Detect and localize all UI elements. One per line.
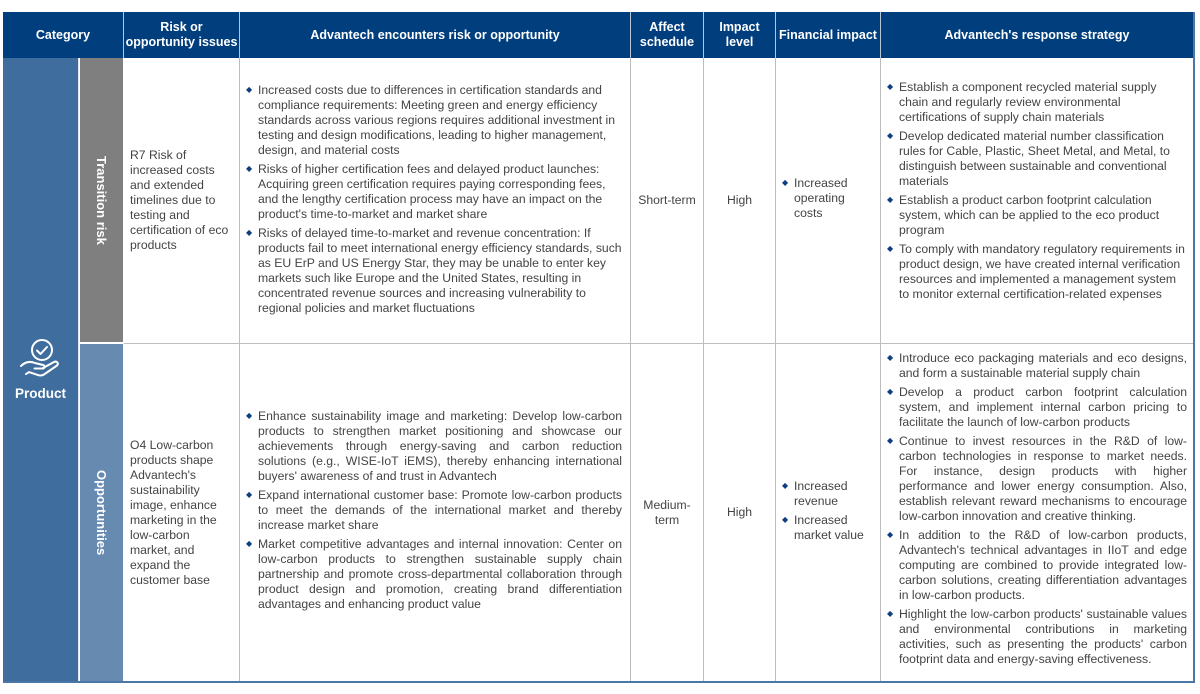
schedule-value: Medium-term bbox=[643, 497, 691, 527]
schedule-cell bbox=[631, 58, 704, 343]
header-financial: Financial impact bbox=[776, 12, 881, 58]
response-cell bbox=[881, 344, 1193, 681]
list-item: ◆ Develop a product carbon footprint calculation system, and implement internal carbon pricing to facilitate the launch of low-carbon products bbox=[887, 385, 1187, 430]
list-item: ◆ Introduce eco packaging materials and eco designs, and form a sustainable material supply chain bbox=[887, 351, 1187, 381]
list-item: ◆ Increased market value bbox=[782, 513, 874, 543]
schedule-value: Short-term bbox=[638, 193, 696, 207]
list-item: ◆ Market competitive advantages and internal innovation: Center on low-carbon products to strengthen sustainable supply chain partnership and promote cross-departmental collaboration through product design and promotion, creating brand differentiation advantages and enhancing product value bbox=[246, 537, 622, 612]
risk-opportunity-table bbox=[3, 12, 1195, 683]
header-level: Impact level bbox=[704, 12, 776, 58]
level-cell bbox=[704, 344, 776, 681]
list-item: ◆ Risks of delayed time-to-market and revenue concentration: If products fail to meet international energy efficiency standards, such as EU ErP and US Energy Star, they may be unable to enter key markets such like Europe and the United States, resulting in concentrated revenue sources and increasing vulnerability to regional policies and market fluctuations bbox=[246, 226, 622, 316]
list-item: ◆ Expand international customer base: Promote low-carbon products to meet the demands of the international market and thereby increase market share bbox=[246, 488, 622, 533]
hand-check-icon bbox=[18, 338, 64, 380]
category-label: Product bbox=[14, 386, 66, 401]
level-cell bbox=[704, 58, 776, 343]
category-product bbox=[3, 58, 79, 681]
response-list bbox=[887, 351, 1187, 667]
financial-cell bbox=[776, 58, 881, 343]
response-cell bbox=[881, 58, 1193, 343]
issue-cell bbox=[124, 58, 240, 343]
header-category: Category bbox=[3, 12, 124, 58]
encounters-cell bbox=[240, 58, 631, 343]
row-type-opportunities bbox=[80, 344, 123, 681]
issue-text: R7 Risk of increased costs and extended timelines due to testing and certification of eco products bbox=[130, 148, 229, 252]
issue-cell bbox=[124, 344, 240, 681]
list-item: ◆ Increased revenue bbox=[782, 479, 874, 509]
financial-cell bbox=[776, 344, 881, 681]
list-item: ◆ To comply with mandatory regulatory requirements in product design, we have created internal verification resources and implemented a management system to monitor external certification-related expenses bbox=[887, 242, 1187, 302]
encounters-list bbox=[246, 83, 622, 316]
list-item: ◆ Enhance sustainability image and marketing: Develop low-carbon products to strengthen market positioning and showcase our achievements through energy-saving and carbon reduction solutions (e.g., WISE-IoT iEMS), thereby enhancing international buyers' awareness of and trust in Advantech bbox=[246, 409, 622, 484]
header-encounters: Advantech encounters risk or opportunity bbox=[240, 12, 631, 58]
header-schedule: Affect schedule bbox=[631, 12, 704, 58]
response-list bbox=[887, 80, 1187, 302]
row-type-label: Opportunities bbox=[94, 469, 109, 556]
list-item: ◆ Risks of higher certification fees and delayed product launches: Acquiring green certification requires paying corresponding fees, and the lengthy certification process may have an impact on the product's time-to-market and market share bbox=[246, 162, 622, 222]
encounters-list bbox=[246, 409, 622, 616]
row-type-label: Transition risk bbox=[94, 155, 109, 245]
list-item: ◆ Establish a component recycled material supply chain and regularly review environmental certifications of supply chain materials bbox=[887, 80, 1187, 125]
list-item: ◆ Increased costs due to differences in certification standards and compliance requirements: Meeting green and energy efficiency standards across various regions requires additional investment in testing and design modifications, leading to higher management, design, and material costs bbox=[246, 83, 622, 158]
header-response: Advantech's response strategy bbox=[881, 12, 1193, 58]
level-value: High bbox=[726, 505, 753, 519]
row-type-transition-risk bbox=[80, 58, 123, 342]
encounters-cell bbox=[240, 344, 631, 681]
financial-list bbox=[782, 176, 874, 225]
list-item: ◆ In addition to the R&D of low-carbon products, Advantech's technical advantages in IIoT and edge computing are combined to provide integrated low-carbon solutions, creating differentiation advantages in low-carbon products. bbox=[887, 528, 1187, 603]
financial-list bbox=[782, 479, 874, 547]
issue-text: O4 Low-carbon products shape Advantech's sustainability image, enhance marketing in the low-carbon market, and expand the customer base bbox=[130, 437, 217, 587]
list-item: ◆ Develop dedicated material number classification rules for Cable, Plastic, Sheet Metal, and Metal, to distinguish between sustainable and conventional materials bbox=[887, 129, 1187, 189]
list-item: ◆ Increased operating costs bbox=[782, 176, 874, 221]
level-value: High bbox=[726, 193, 753, 207]
list-item: ◆ Highlight the low-carbon products' sustainable values and environmental contributions in marketing activities, such as presenting the products' carbon footprint data and energy-saving effectiveness. bbox=[887, 607, 1187, 667]
list-item: ◆ Continue to invest resources in the R&D of low-carbon technologies in response to market needs. For instance, design products with higher performance and lower energy consumption. Also, establish relevant reward mechanisms to encourage low-carbon innovation and creative thinking. bbox=[887, 434, 1187, 524]
list-item: ◆ Establish a product carbon footprint calculation system, which can be applied to the eco product program bbox=[887, 193, 1187, 238]
header-issues: Risk or opportunity issues bbox=[124, 12, 240, 58]
schedule-cell bbox=[631, 344, 704, 681]
